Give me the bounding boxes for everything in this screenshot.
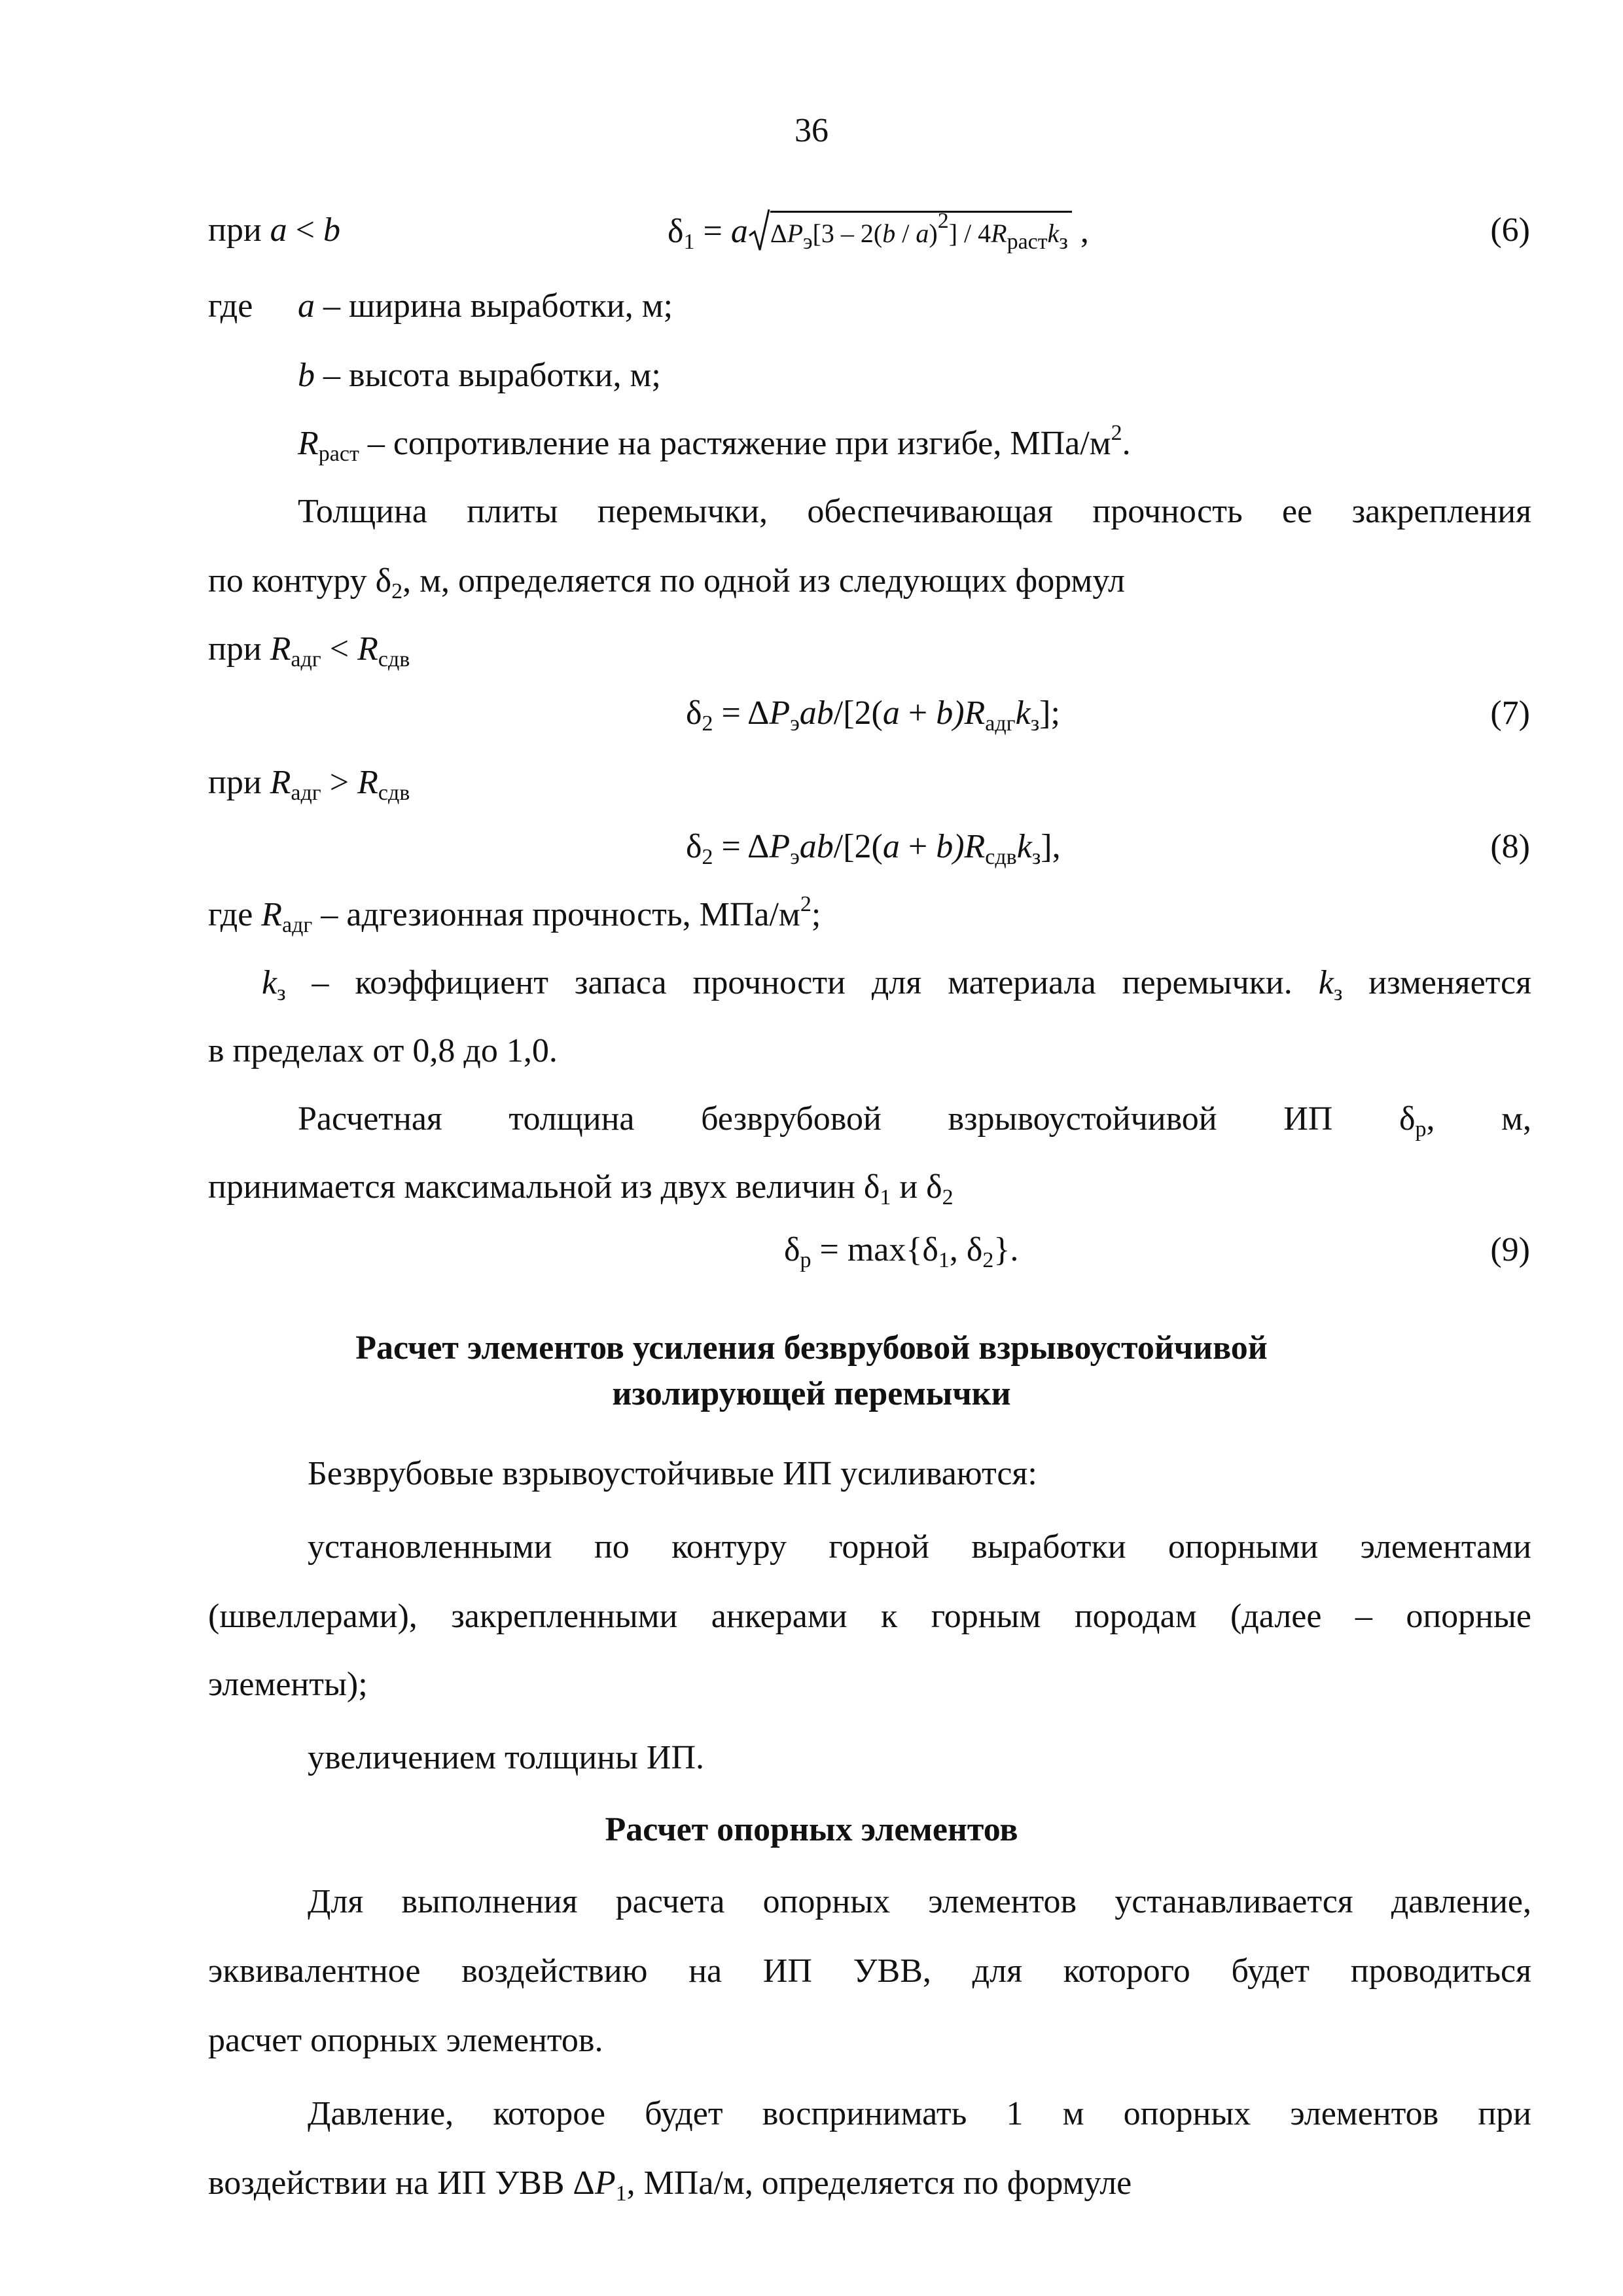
formula-7: $\delta_2 = \Delta P_эab/[2(a + b)R_{адг}k_з]$; bbox=[686, 694, 1060, 736]
definition-kz-line-1: $k_з$ – коэффициент запаса прочности для материала перемычки. $k_з$ изменяется bbox=[262, 964, 1532, 1005]
paragraph-4-line-3: элементы); bbox=[208, 1666, 368, 1703]
definition-a: a – ширина выработки, м; bbox=[298, 287, 673, 325]
paragraph-4-line-2: (швеллерами), закрепленными анкерами к горным породам (далее – опорные bbox=[208, 1598, 1531, 1635]
formula-6-number: (6) bbox=[1490, 211, 1530, 249]
paragraph-2-line-2: принимается максимальной из двух величин $\delta_1$ и $\delta_2$ bbox=[208, 1168, 954, 1210]
formula-7-number: (7) bbox=[1490, 694, 1530, 732]
page-number: 36 bbox=[794, 112, 829, 149]
heading-1-line-2: изолирующей перемычки bbox=[612, 1375, 1011, 1412]
paragraph-6-line-1: Для выполнения расчета опорных элементов устанавливается давление, bbox=[308, 1883, 1531, 1920]
paragraph-4-line-1: установленными по контуру горной выработки опорными элементами bbox=[308, 1528, 1531, 1566]
formula-9-number: (9) bbox=[1490, 1231, 1530, 1268]
formula-6-condition: при a < b bbox=[208, 211, 340, 249]
paragraph-6-line-3: расчет опорных элементов. bbox=[208, 2022, 603, 2059]
definition-r: $R_{раст}$ – сопротивление на растяжение при изгибе, МПа/$м^2$. bbox=[298, 421, 1131, 466]
paragraph-1-line-2: по контуру $\delta_2$, м, определяется по одной из следующих формул bbox=[208, 562, 1125, 603]
formula-8-number: (8) bbox=[1490, 828, 1530, 865]
paragraph-7-line-1: Давление, которое будет воспринимать 1 м опорных элементов при bbox=[308, 2095, 1531, 2132]
heading-1-line-1: Расчет элементов усиления безврубовой взрывоустойчивой bbox=[355, 1329, 1268, 1367]
definition-kz-line-2: в пределах от 0,8 до 1,0. bbox=[208, 1032, 558, 1069]
formula-6: $\delta_1 = a$ $\Delta P_э[3 - 2(b / a)^2] / 4R_{раст}k_з$ , bbox=[668, 209, 1089, 254]
heading-2: Расчет опорных элементов bbox=[605, 1811, 1018, 1848]
paragraph-3: Безврубовые взрывоустойчивые ИП усиливаются: bbox=[308, 1455, 1037, 1492]
paragraph-7-line-2: воздействии на ИП УВВ $\Delta P_1$, МПа/м, определяется по формуле bbox=[208, 2164, 1132, 2206]
formula-8: $\delta_2 = \Delta P_эab/[2(a + b)R_{сдв}k_з]$, bbox=[686, 828, 1061, 869]
where-label: где bbox=[208, 287, 253, 325]
paragraph-5: увеличением толщины ИП. bbox=[308, 1739, 705, 1776]
paragraph-6-line-2: эквивалентное воздействию на ИП УВВ, для которого будет проводиться bbox=[208, 1952, 1531, 1990]
definition-b: b – высота выработки, м; bbox=[298, 357, 661, 394]
paragraph-2-line-1: Расчетная толщина безврубовой взрывоустойчивой ИП $\delta_р$, м, bbox=[298, 1100, 1532, 1141]
formula-7-condition: при $R_{адг} < R_{сдв}$ bbox=[208, 630, 410, 672]
definition-adg: где $R_{адг}$ – адгезионная прочность, МПа/$м^2$; bbox=[208, 892, 821, 937]
paragraph-1-line-1: Толщина плиты перемычки, обеспечивающая прочность ее закрепления bbox=[298, 493, 1531, 530]
formula-9: $\delta_р = \max\{\delta_1$, $\delta_2$}. bbox=[784, 1231, 1019, 1272]
formula-8-condition: при $R_{адг} > R_{сдв}$ bbox=[208, 764, 410, 805]
